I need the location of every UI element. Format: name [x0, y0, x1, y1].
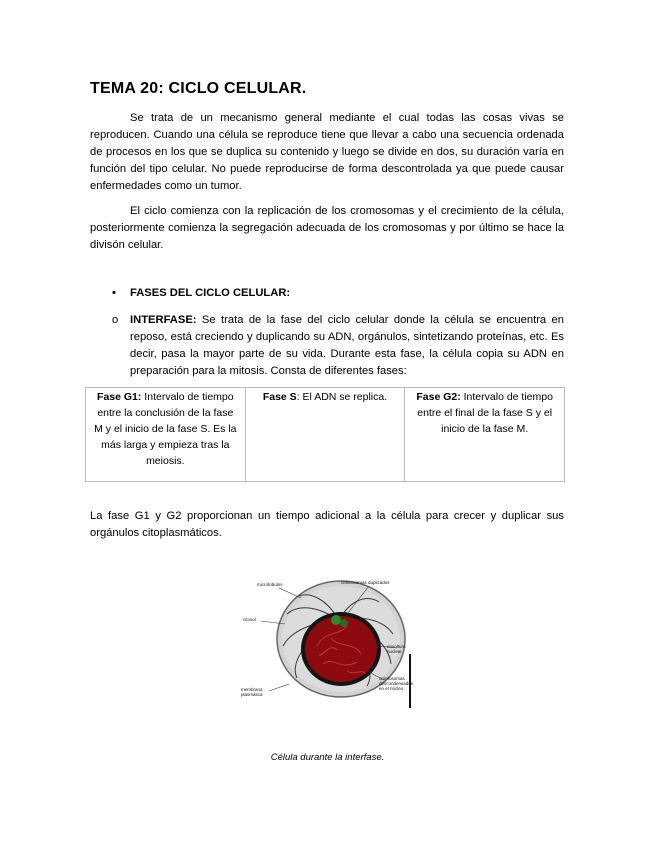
- phase-g2-cell: [405, 388, 565, 482]
- label-cromosomas-2: descondensados: [379, 681, 414, 686]
- phase-g1-label: Fase G1:: [97, 391, 142, 403]
- table-row: [86, 388, 565, 482]
- interfase-item: [112, 312, 564, 380]
- intro-paragraph: Se trata de un mecanismo general mediante el cual todas las cosas vivas se reproducen. Cuando una célula se reproduce tiene que llevar a cabo una secuencia ordenada de procesos en los que se duplica su contenido y luego se divide en dos, su duración varía en función del tipo celular. No puede reproducirse de forma descontrolada ya que puede causar enfermedades como un tumor.: [90, 112, 564, 192]
- centrosome: [340, 619, 348, 627]
- phase-g2-text: Intervalo de tiempo entre el final de la fase S y el inicio de la fase M.: [417, 391, 553, 435]
- interfase-text: [130, 312, 564, 380]
- bullet-marker: •: [112, 287, 116, 299]
- phase-s-cell: [245, 388, 405, 482]
- phase-g1-cell: [86, 388, 246, 482]
- phase-s-label: Fase S: [262, 391, 297, 403]
- centrosome: [331, 615, 341, 625]
- label-cromosomas-1: cromosomas: [379, 676, 405, 681]
- interfase-description: Se trata de la fase del ciclo celular donde la célula se encuentra en reposo, está creciendo y duplicando su ADN, orgánulos, sintetizando proteínas, etc. Es decir, pasa la mayor parte de su vida. Durante esta fase, la célula copia su ADN en preparación para la mitosis. Consta de diferentes fases:: [130, 314, 564, 377]
- label-envoltura-1: envoltura: [387, 644, 406, 649]
- label-envoltura-2: nuclear: [387, 649, 402, 654]
- phase-g2-label: Fase G2:: [416, 391, 461, 403]
- page-title: TEMA 20: CICLO CELULAR.: [90, 80, 307, 97]
- label-centrosomas: centrosomas duplicados: [341, 580, 390, 585]
- interfase-label: INTERFASE:: [130, 314, 197, 326]
- section-heading: [112, 287, 290, 299]
- phases-table: [85, 387, 565, 482]
- label-microtubulos: microtúbulos: [257, 582, 283, 587]
- section-heading-text: FASES DEL CICLO CELULAR:: [130, 287, 291, 299]
- label-membrana-2: plasmática: [241, 692, 263, 697]
- phase-g1-text: Intervalo de tiempo entre la conclusión de la fase M y el inicio de la fase S. Es la más larga y empieza tras la meiosis.: [94, 391, 237, 467]
- nucleus: [305, 616, 377, 682]
- figure-caption: Célula durante la interfase.: [270, 752, 385, 763]
- cell-interphase-diagram: [239, 576, 415, 708]
- sub-bullet-marker: o: [112, 314, 119, 326]
- label-citosol: citosol: [243, 617, 256, 622]
- label-membrana-1: membrana: [241, 687, 263, 692]
- cycle-paragraph: El ciclo comienza con la replicación de los cromosomas y el crecimiento de la célula, posteriormente comienza la segregación adecuada de los cromosomas y por último se hace la divisón celular.: [90, 205, 564, 251]
- label-cromosomas-3: en el núcleo: [379, 686, 404, 691]
- phase-s-text: : El ADN se replica.: [296, 391, 388, 403]
- g1g2-paragraph: La fase G1 y G2 proporcionan un tiempo adicional a la célula para crecer y duplicar sus orgánulos citoplasmáticos.: [90, 510, 564, 539]
